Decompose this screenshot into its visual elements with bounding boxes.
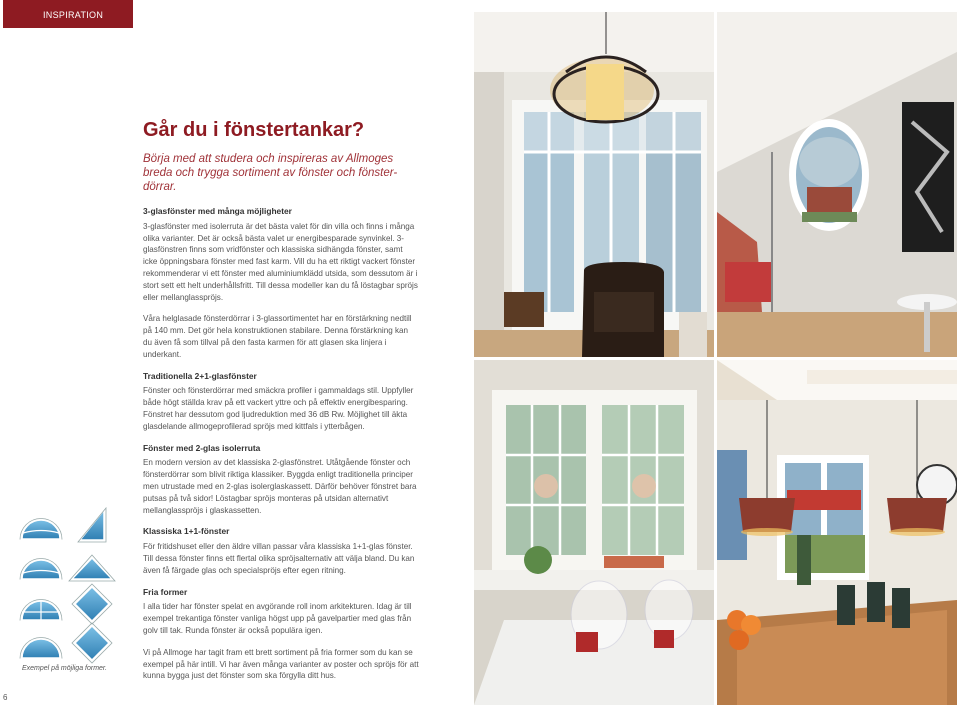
section-heading: Fria former <box>143 586 188 597</box>
article-body <box>143 206 419 692</box>
section-paragraph: För fritidshuset eller den äldre villan passar våra klassiska 1+1-glas fönster. Till dessa fönster finns ett flertal olika spröjsalternativ att välja bland. Du kan även få färgade glas och specialspröjs efter egen ritning. <box>143 542 415 575</box>
section-tag: INSPIRATION <box>3 0 133 28</box>
section-paragraph: En modern version av det klassiska 2-glasfönstret. Utåtgående fönster och fönsterdörrar som blivit riktiga klassiker. Byggda enligt traditionella principer men utrustade med en 2-glas isolerglaskassett. Därför behöver fönstret bara putsas på två sidor! Löstagbar spröjs monteras på utsidan alternativt mellanglasspröjs i glaskassetten. <box>143 458 417 515</box>
triangle-window-icon <box>78 508 106 542</box>
intro-text: Börja med att studera och inspireras av Allmoges breda och trygga sortiment av fönster och fönster-dörrar. <box>143 153 398 193</box>
section-paragraph: I alla tider har fönster spelat en avgörande roll inom arkitekturen. Idag är till exempel trekantiga fönster vanliga högst upp på gavelpartier med glas från golv till tak. Runda fönster är också populära igen. <box>143 602 412 635</box>
section-heading: 3-glasfönster med många möjligheter <box>143 206 292 216</box>
arch-window-icon <box>20 559 62 580</box>
section-heading: Klassiska 1+1-fönster <box>143 526 230 537</box>
page-title: Går du i fönstertankar? <box>143 119 365 141</box>
triangle-window-icon <box>69 555 115 581</box>
arch-window-icon <box>20 638 62 659</box>
page-number: 6 <box>3 693 8 702</box>
section-paragraph: Våra helglasade fönsterdörrar i 3-glassortimentet har en förstärkning nedtill på 140 mm. Det gör hela konstruktionen stabilare. Denna förstärkning kan du även få som tillval på den fasta karmen för att glasen ska linjera i underkant. <box>143 314 412 359</box>
photo-living-room <box>474 12 714 357</box>
photo-window-table <box>474 360 714 705</box>
section-heading: Traditionella 2+1-glasfönster <box>143 370 257 381</box>
section-paragraph: 3-glasfönster med isolerruta är det bästa valet för din villa och finns i många olika varianter. Det är också bästa valet ur energibesparade synvinkel. 3-glasfönstren finns som vridfönster och klassiska sidhängda fönster, samt icke öppningsbara fönster med fast karm. Vill du ha ett riktigt vackert fönster rekommenderar vi ett fönster med aluminiumklädd utsida, som dessutom är i stort sett ett helt underhållsfritt. Till dessa modeller kan du få löstagbar spröjs eller mellanglasspröjs. <box>143 221 418 302</box>
section-paragraph: Fönster och fönsterdörrar med smäckra profiler i gammaldags stil. Uppfyller både högt ställda krav på ett vackert yttre och på effektiv energibesparing. Fönstret har dessutom god ljudreduktion med 36 dB Rw. Möjlighet till äkta glasdelande allmogeprofilerad spröjs med kittfals i ytterbågen. <box>143 386 414 431</box>
photo-dining-room <box>717 360 957 705</box>
shapes-caption: Exempel på möjliga former. <box>22 665 107 672</box>
section-heading: Fönster med 2-glas isolerruta <box>143 442 261 453</box>
window-shapes <box>18 506 118 676</box>
diamond-window-icon <box>72 584 112 624</box>
cross-arch-window-icon <box>20 600 62 621</box>
arch-window-icon <box>20 519 62 540</box>
diamond-window-icon <box>72 623 112 663</box>
photo-attic-room <box>717 12 957 357</box>
section-paragraph: Vi på Allmoge har tagit fram ett brett sortiment på fria former som du kan se exempel på här intill. Vi har även många varianter av poster och spröjs för att kunna bygga just det fönster som ska förgylla ditt hus. <box>143 647 419 681</box>
